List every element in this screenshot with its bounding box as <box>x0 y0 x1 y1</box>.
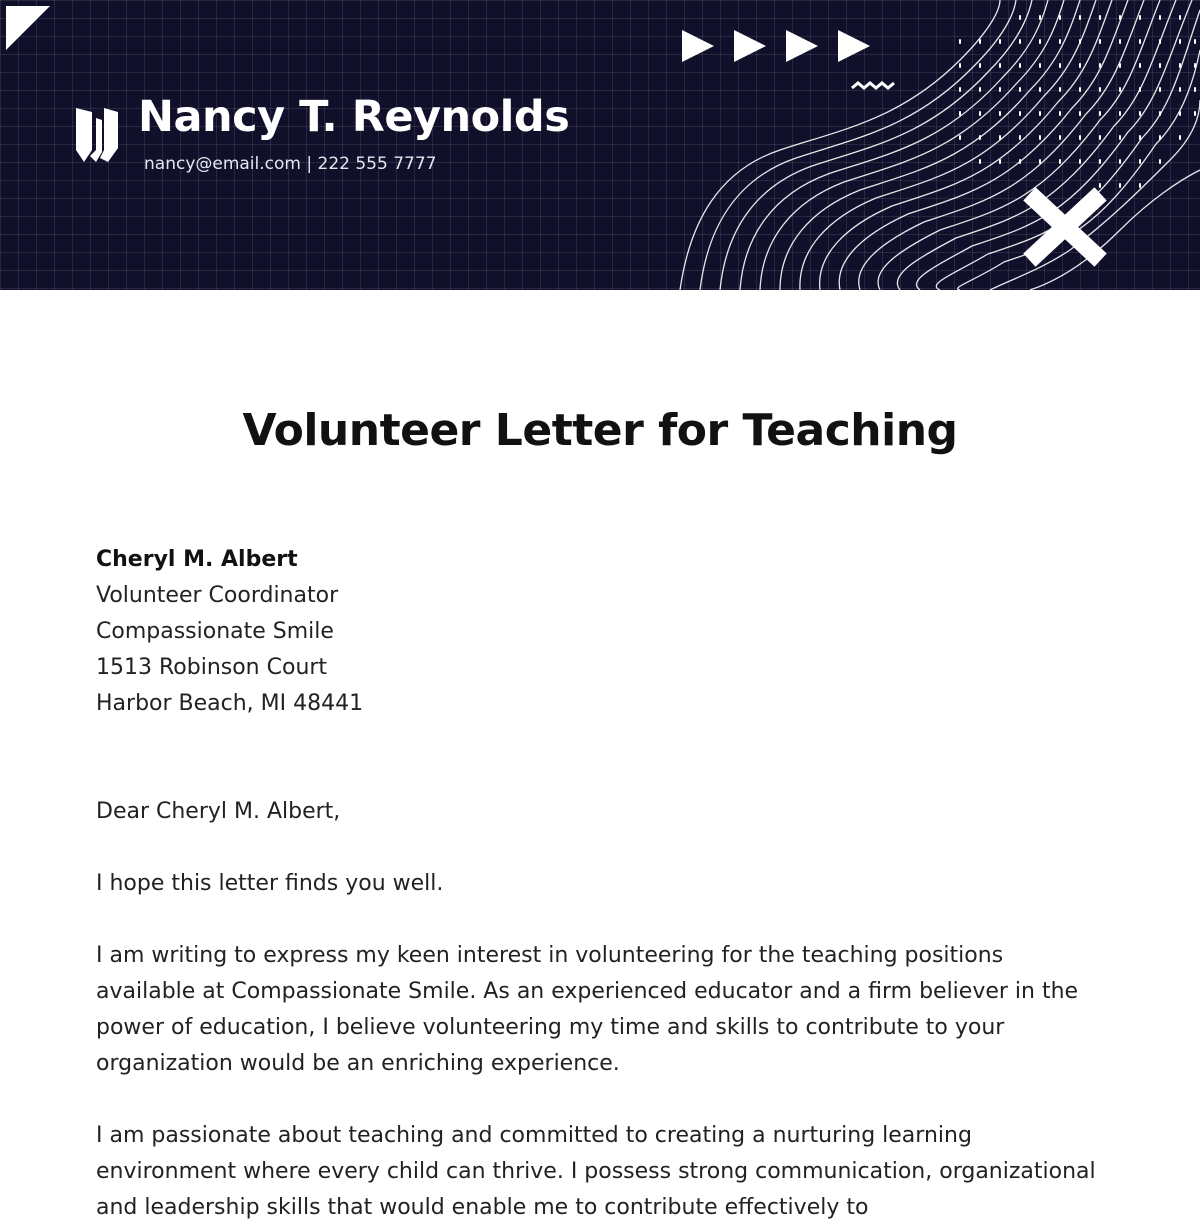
spacer <box>96 1082 1106 1118</box>
letter-body <box>96 542 1106 1226</box>
salutation: Dear Cheryl M. Albert, <box>96 799 341 824</box>
recipient-city: Harbor Beach, MI 48441 <box>96 691 364 716</box>
spacer <box>96 902 1106 938</box>
sender-name: Nancy T. Reynolds <box>138 92 570 142</box>
squiggle-icon <box>852 83 894 88</box>
recipient-block <box>96 542 1106 722</box>
sender-contact: nancy@email.com | 222 555 7777 <box>144 154 437 174</box>
close-x-icon <box>1036 200 1094 254</box>
recipient-street: 1513 Robinson Court <box>96 655 328 680</box>
recipient-name: Cheryl M. Albert <box>96 547 298 572</box>
spacer <box>96 830 1106 866</box>
logo-mark-icon <box>76 108 118 162</box>
recipient-organization: Compassionate Smile <box>96 619 334 644</box>
recipient-position: Volunteer Coordinator <box>96 583 339 608</box>
play-arrows-icon <box>682 30 870 62</box>
body-paragraph: I am passionate about teaching and committed to creating a nurturing learning environment where every child can thrive. I possess strong communication, organizational and leadership skills that would enable me to contribute effectively to <box>96 1123 1096 1220</box>
corner-triangle-icon <box>6 6 50 50</box>
document-title: Volunteer Letter for Teaching <box>242 405 958 456</box>
banner-decoration <box>0 0 1200 290</box>
body-paragraph: I hope this letter finds you well. <box>96 871 444 896</box>
body-paragraph: I am writing to express my keen interest in volunteering for the teaching positions available at Compassionate Smile. As an experienced educator and a firm believer in the power of education, I believe volunteering my time and skills to contribute to your organization would be an enriching experience. <box>96 943 1079 1076</box>
letterhead-banner <box>0 0 1200 290</box>
spacer <box>96 722 1106 794</box>
